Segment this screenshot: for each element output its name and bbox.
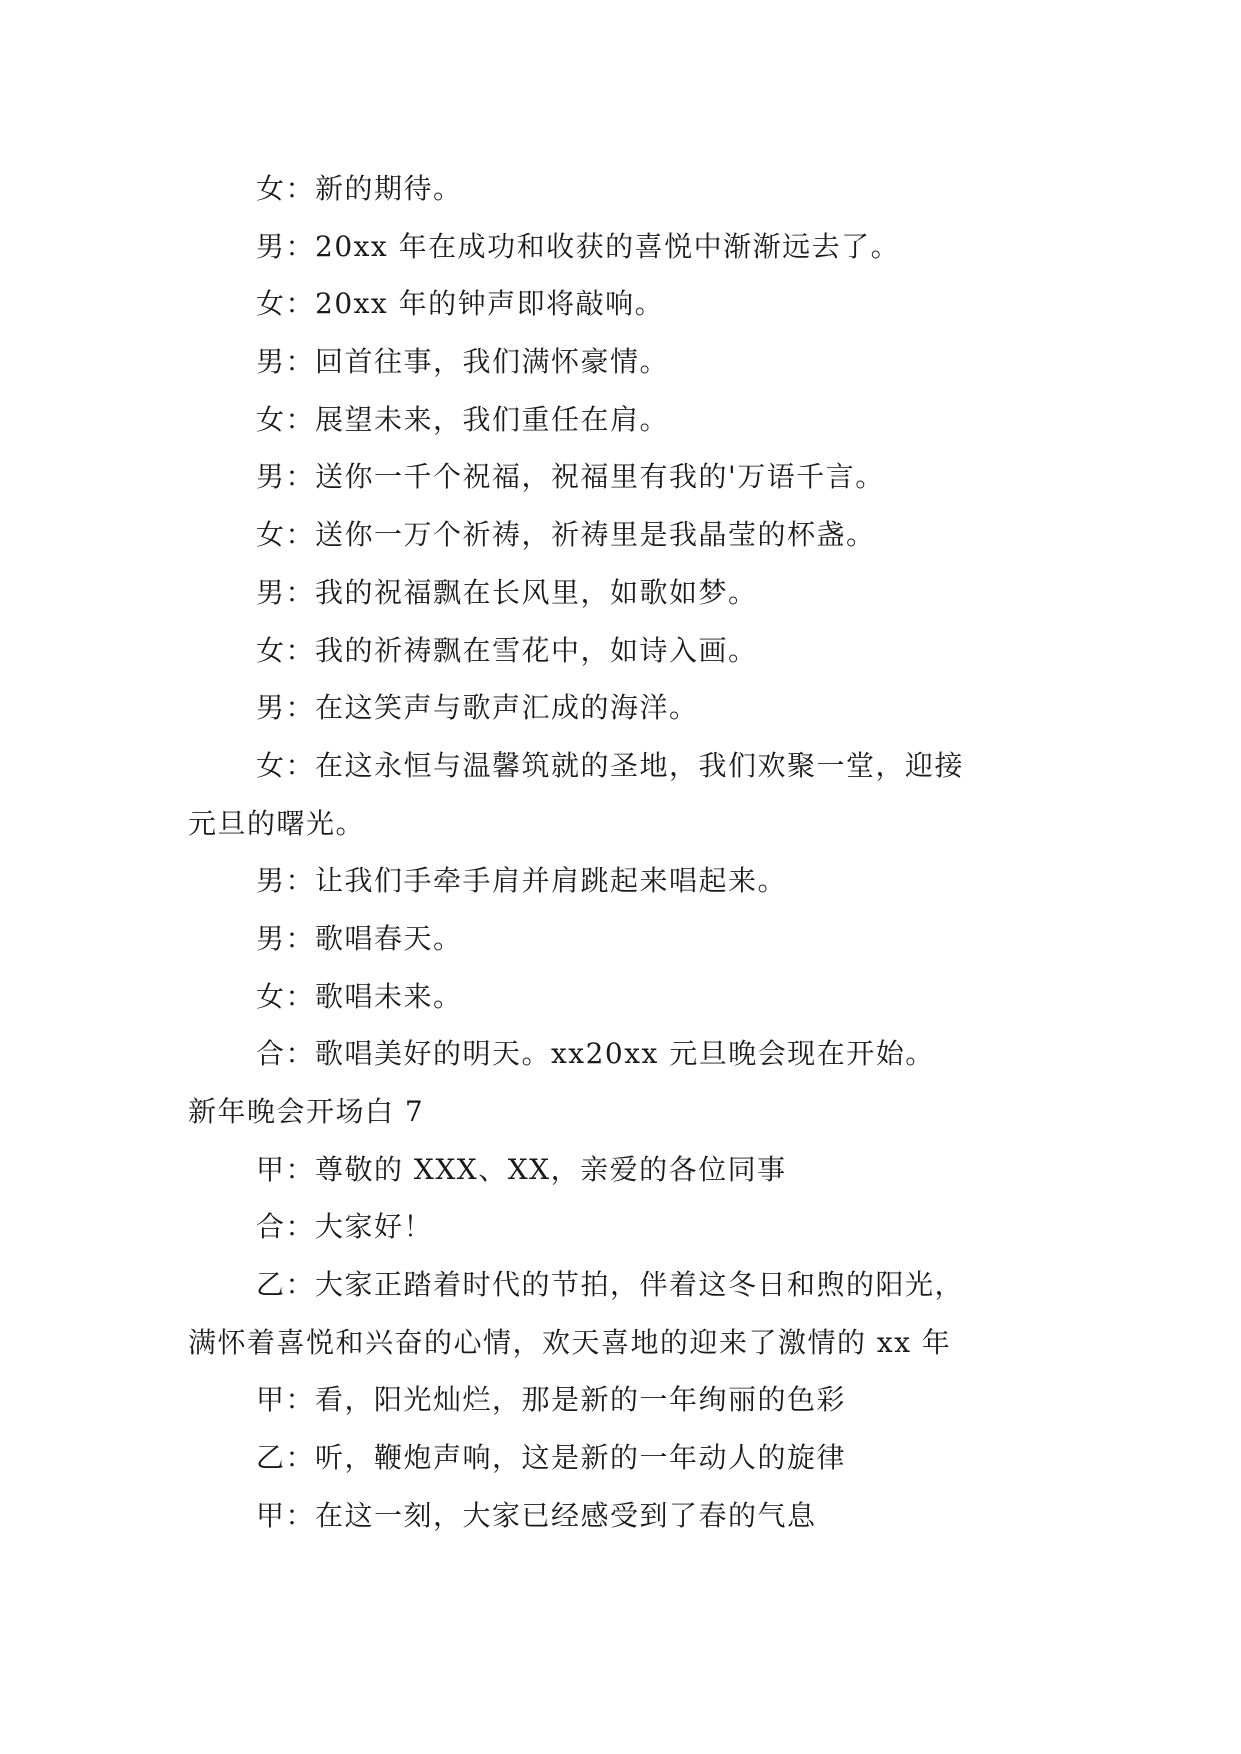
dialogue-line: 男：送你一千个祝福，祝福里有我的'万语千言。 (256, 460, 885, 494)
dialogue-line: 男：回首往事，我们满怀豪情。 (256, 345, 670, 379)
dialogue-line: 男：歌唱春天。 (256, 921, 463, 955)
dialogue-line: 甲：在这一刻，大家已经感受到了春的气息 (256, 1498, 817, 1532)
dialogue-line: 女：我的祈祷飘在雪花中，如诗入画。 (256, 633, 758, 667)
dialogue-line: 女：歌唱未来。 (256, 979, 463, 1013)
dialogue-line: 男：我的祝福飘在长风里，如歌如梦。 (256, 575, 758, 609)
dialogue-line: 女：送你一万个祈祷，祈祷里是我晶莹的杯盏。 (256, 518, 876, 552)
dialogue-line-continuation: 满怀着喜悦和兴奋的心情，欢天喜地的迎来了激情的 xx 年 (188, 1325, 952, 1359)
dialogue-line: 乙：听，鞭炮声响，这是新的一年动人的旋律 (256, 1441, 847, 1475)
dialogue-line: 合：大家好！ (256, 1210, 434, 1244)
dialogue-line-continuation: 元旦的曙光。 (188, 806, 366, 840)
dialogue-line: 合：歌唱美好的明天。xx20xx 元旦晚会现在开始。 (256, 1037, 935, 1071)
dialogue-line: 男：在这笑声与歌声汇成的海洋。 (256, 691, 699, 725)
section-heading: 新年晚会开场白 7 (188, 1095, 425, 1128)
dialogue-line: 女：新的期待。 (256, 172, 463, 205)
dialogue-line: 女：在这永恒与温馨筑就的圣地，我们欢聚一堂，迎接 (256, 748, 965, 782)
dialogue-line: 男：让我们手牵手肩并肩跳起来唱起来。 (256, 864, 788, 898)
document-body (188, 160, 1068, 1545)
dialogue-line: 男：20xx 年在成功和收获的喜悦中渐渐远去了。 (256, 229, 901, 263)
dialogue-line: 乙：大家正踏着时代的节拍，伴着这冬日和煦的阳光， (256, 1268, 965, 1302)
dialogue-line: 甲：尊敬的 XXX、XX，亲爱的各位同事 (256, 1152, 787, 1186)
dialogue-line: 甲：看，阳光灿烂，那是新的一年绚丽的色彩 (256, 1383, 847, 1417)
dialogue-line: 女：展望未来，我们重任在肩。 (256, 402, 670, 436)
dialogue-line: 女：20xx 年的钟声即将敲响。 (256, 287, 665, 321)
